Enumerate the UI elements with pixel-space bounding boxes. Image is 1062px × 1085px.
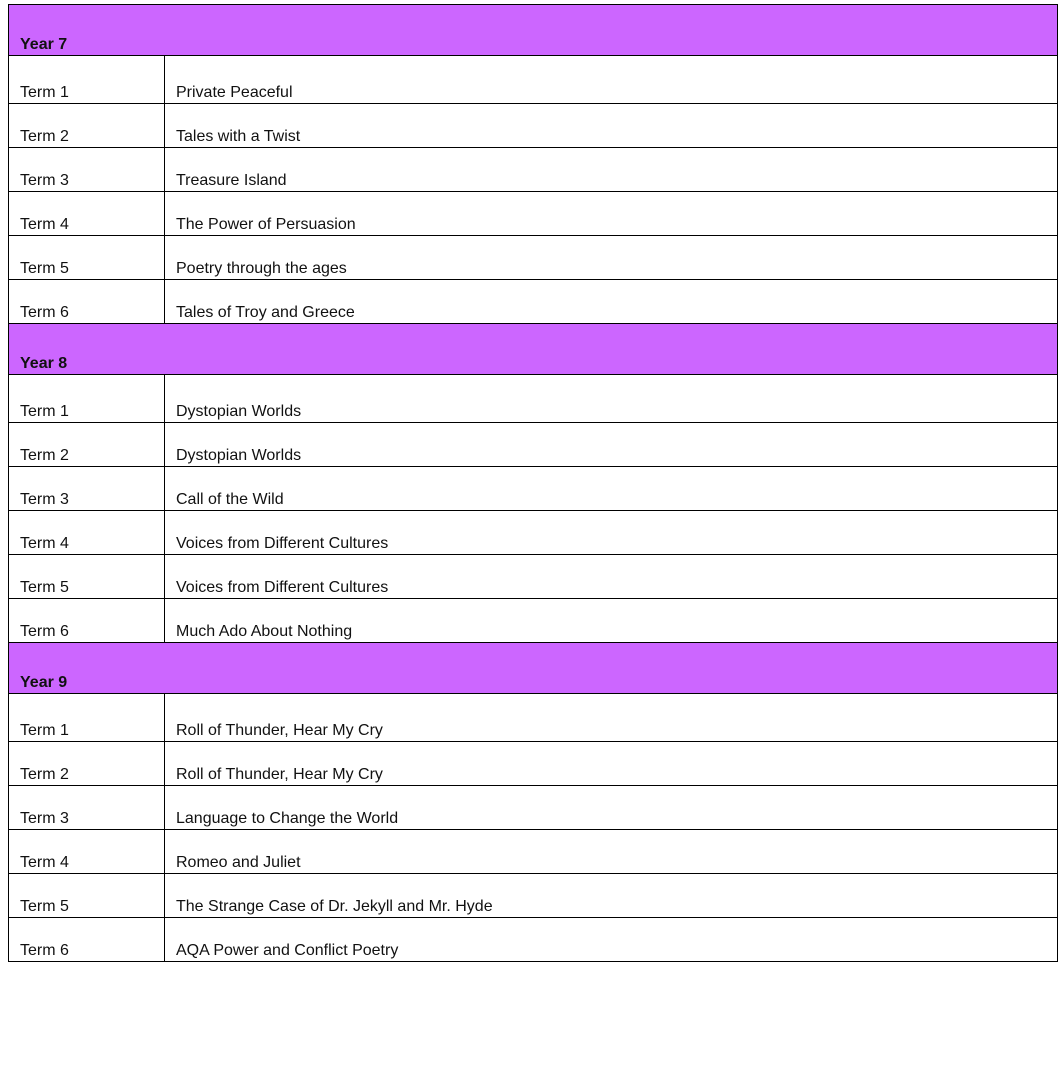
topic-title: Language to Change the World	[165, 786, 1058, 830]
topic-title: AQA Power and Conflict Poetry	[165, 918, 1058, 962]
topic-title: The Power of Persuasion	[165, 192, 1058, 236]
year-header: Year 8	[9, 324, 1058, 375]
topic-title: Dystopian Worlds	[165, 423, 1058, 467]
term-label: Term 5	[9, 555, 165, 599]
topic-title: Tales with a Twist	[165, 104, 1058, 148]
year-header: Year 7	[9, 5, 1058, 56]
year-header-row	[9, 643, 1058, 694]
term-label: Term 1	[9, 56, 165, 104]
topic-title: Roll of Thunder, Hear My Cry	[165, 694, 1058, 742]
topic-title: Treasure Island	[165, 148, 1058, 192]
term-label: Term 6	[9, 280, 165, 324]
topic-title: The Strange Case of Dr. Jekyll and Mr. Hyde	[165, 874, 1058, 918]
term-label: Term 2	[9, 104, 165, 148]
table-row	[9, 56, 1058, 104]
table-row	[9, 192, 1058, 236]
term-label: Term 3	[9, 786, 165, 830]
term-label: Term 5	[9, 236, 165, 280]
term-label: Term 1	[9, 694, 165, 742]
table-row	[9, 511, 1058, 555]
year-header-row	[9, 324, 1058, 375]
topic-title: Poetry through the ages	[165, 236, 1058, 280]
table-body	[9, 5, 1058, 962]
topic-title: Tales of Troy and Greece	[165, 280, 1058, 324]
term-label: Term 4	[9, 511, 165, 555]
table-row	[9, 375, 1058, 423]
term-label: Term 2	[9, 742, 165, 786]
term-label: Term 6	[9, 918, 165, 962]
table-row	[9, 599, 1058, 643]
term-label: Term 4	[9, 830, 165, 874]
table-row	[9, 742, 1058, 786]
table-row	[9, 467, 1058, 511]
topic-title: Romeo and Juliet	[165, 830, 1058, 874]
table-row	[9, 694, 1058, 742]
year-header: Year 9	[9, 643, 1058, 694]
topic-title: Voices from Different Cultures	[165, 555, 1058, 599]
table-row	[9, 280, 1058, 324]
topic-title: Private Peaceful	[165, 56, 1058, 104]
term-label: Term 4	[9, 192, 165, 236]
term-label: Term 3	[9, 467, 165, 511]
term-label: Term 2	[9, 423, 165, 467]
table-row	[9, 104, 1058, 148]
topic-title: Roll of Thunder, Hear My Cry	[165, 742, 1058, 786]
table-row	[9, 423, 1058, 467]
table-row	[9, 148, 1058, 192]
table-row	[9, 236, 1058, 280]
topic-title: Much Ado About Nothing	[165, 599, 1058, 643]
table-row	[9, 786, 1058, 830]
term-label: Term 6	[9, 599, 165, 643]
term-label: Term 5	[9, 874, 165, 918]
curriculum-table	[8, 4, 1058, 962]
table-row	[9, 918, 1058, 962]
table-row	[9, 874, 1058, 918]
term-label: Term 1	[9, 375, 165, 423]
topic-title: Voices from Different Cultures	[165, 511, 1058, 555]
year-header-row	[9, 5, 1058, 56]
topic-title: Dystopian Worlds	[165, 375, 1058, 423]
table-row	[9, 555, 1058, 599]
term-label: Term 3	[9, 148, 165, 192]
topic-title: Call of the Wild	[165, 467, 1058, 511]
table-row	[9, 830, 1058, 874]
